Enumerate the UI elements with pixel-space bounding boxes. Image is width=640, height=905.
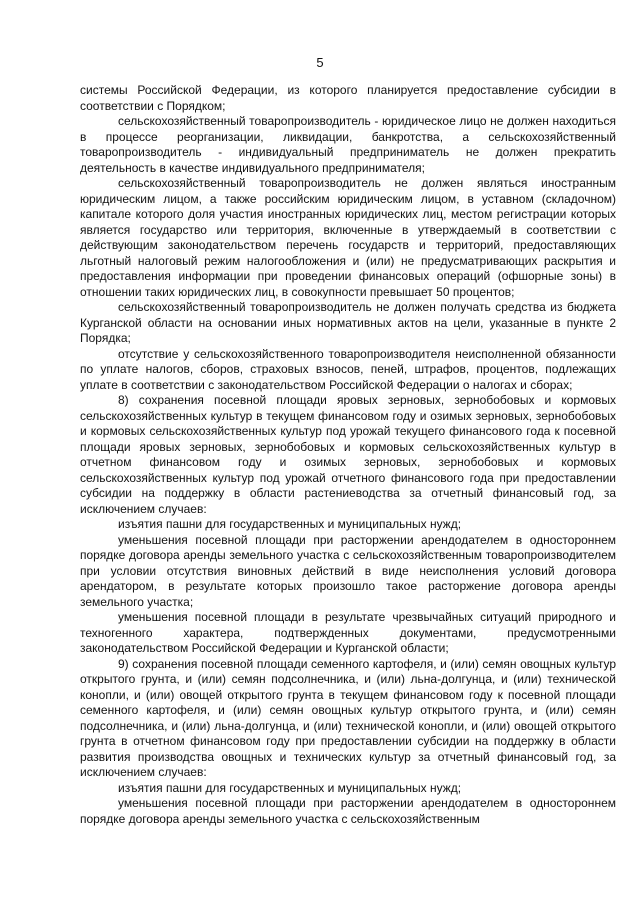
paragraph-exception-lease-termination: уменьшения посевной площади при расторжении арендодателем в одностороннем порядке договора аренды земельного участка с сельскохозяйственным товаропроизводителем при условии отсутствия виновных действий в виде неисполнения условий договора арендатором, в результате которых произошло такое расторжение договора аренды земельного участка; xyxy=(80,532,616,609)
paragraph-exception-land-seizure-2: изъятия пашни для государственных и муниципальных нужд; xyxy=(118,780,462,795)
paragraph-not-in-reorganization: сельскохозяйственный товаропроизводитель - юридическое лицо не должен находиться в процессе реорганизации, ликвидации, банкротства, а сельскохозяйственный товаропроизводитель - индивидуальный предприниматель не должен прекратить деятельность в качестве индивидуального предпринимателя; xyxy=(80,114,616,175)
paragraph-item-9: 9) сохранения посевной площади семенного картофеля, и (или) семян овощных культур открытого грунта, и (или) семян подсолнечника, и (или) льна-долгунца, и (или) технической конопли, и (или) овощей открытого грунта в текущем финансовом году к посевной площади семенного картофеля, и (или) семян овощных культур открытого грунта, и (или) семян подсолнечника, и (или) льна-долгунца, и (или) технической конопли, и (или) овощей открытого грунта в отчетном финансовом году при предоставлении субсидии на поддержку в области развития производства овощных и технических культур за отчетный финансовый год, за исключением случаев: xyxy=(80,656,616,779)
paragraph-exception-lease-termination-2: уменьшения посевной площади при расторжении арендодателем в одностороннем порядке договора аренды земельного участка с сельскохозяйственным xyxy=(80,796,616,826)
paragraph-item-8: 8) сохранения посевной площади яровых зерновых, зернобобовых и кормовых сельскохозяйственных культур в текущем финансовом году и озимых зерновых, зернобобовых и кормовых сельскохозяйственных культур под урожай текущего финансового года к посевной площади яровых зерновых, зернобобовых и кормовых сельскохозяйственных культур в отчетном финансовом году и озимых зерновых, зернобобовых и кормовых сельскохозяйственных культур под урожай отчетного финансового года при предоставлении субсидии на поддержку в области растениеводства за отчетный финансовый год, за исключением случаев: xyxy=(80,393,616,516)
paragraph-no-other-budget-funds: сельскохозяйственный товаропроизводитель не должен получать средства из бюджета Курганской области на основании иных нормативных актов на цели, указанные в пункте 2 Порядка; xyxy=(80,300,616,345)
paragraph-exception-land-seizure: изъятия пашни для государственных и муниципальных нужд; xyxy=(118,517,462,531)
body-text xyxy=(80,83,616,827)
paragraph-continuation: системы Российской Федерации, из которого планируется предоставление субсидии в соответствии с Порядком; xyxy=(80,83,616,113)
paragraph-exception-emergency: уменьшения посевной площади в результате чрезвычайных ситуаций природного и техногенного характера, подтвержденных документами, предусмотренными законодательством Российской Федерации и Курганской области; xyxy=(80,610,616,655)
page-number: 5 xyxy=(316,55,324,70)
paragraph-not-foreign-entity: сельскохозяйственный товаропроизводитель не должен являться иностранным юридическим лицом, а также российским юридическим лицом, в уставном (складочном) капитале которого доля участия иностранных юридических лиц, местом регистрации которых является государство или территория, включенные в утверждаемый в соответствии с действующим законодательством перечень государств и территорий, предоставляющих льготный налоговый режим налогообложения и (или) не предусматривающих раскрытия и предоставления информации при проведении финансовых операций (офшорные зоны) в отношении таких юридических лиц, в совокупности превышает 50 процентов; xyxy=(80,176,616,299)
paragraph-no-tax-debt: отсутствие у сельскохозяйственного товаропроизводителя неисполненной обязанности по уплате налогов, сборов, страховых взносов, пеней, штрафов, процентов, подлежащих уплате в соответствии с законодательством Российской Федерации о налогах и сборах; xyxy=(80,346,616,392)
